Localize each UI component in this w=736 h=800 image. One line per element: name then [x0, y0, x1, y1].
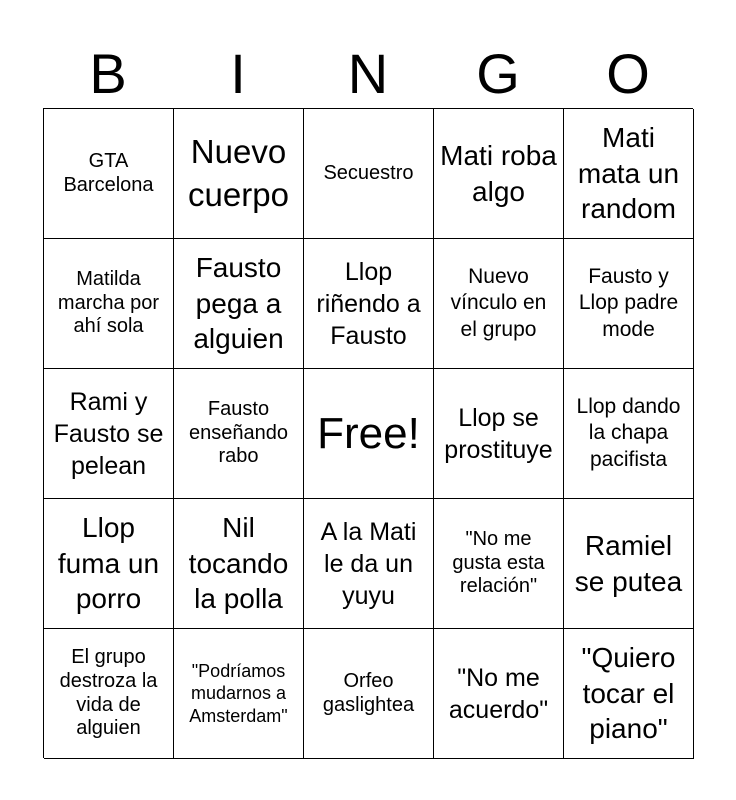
- bingo-cell[interactable]: [304, 109, 434, 239]
- bingo-cell[interactable]: [174, 239, 304, 369]
- bingo-cell[interactable]: [174, 629, 304, 759]
- header-letter-b: B: [89, 42, 127, 105]
- bingo-card-grid: [43, 108, 693, 758]
- bingo-cell[interactable]: [44, 629, 174, 759]
- bingo-cell[interactable]: [564, 239, 694, 369]
- bingo-cell[interactable]: [564, 499, 694, 629]
- bingo-header: [43, 40, 693, 108]
- bingo-cell[interactable]: [564, 369, 694, 499]
- cell-text: Mati roba algo: [440, 139, 557, 207]
- cell-text: GTA Barcelona: [63, 149, 154, 196]
- cell-text: Mati mata un random: [577, 121, 680, 225]
- cell-text: "No me gusta esta relación": [452, 528, 545, 598]
- cell-text: Llop se prostituye: [444, 403, 553, 464]
- free-space-text: Free!: [317, 408, 420, 458]
- cell-text: Rami y Fausto se pelean: [53, 387, 164, 480]
- bingo-cell[interactable]: [174, 499, 304, 629]
- bingo-cell[interactable]: [434, 629, 564, 759]
- cell-text: Nil tocando la polla: [188, 511, 289, 615]
- header-letter-o: O: [606, 42, 650, 105]
- bingo-cell[interactable]: [304, 499, 434, 629]
- bingo-cell[interactable]: [174, 369, 304, 499]
- cell-text: Ramiel se putea: [574, 529, 683, 597]
- bingo-cell[interactable]: [44, 109, 174, 239]
- cell-text: Nuevo vínculo en el grupo: [450, 264, 547, 341]
- bingo-cell[interactable]: [564, 629, 694, 759]
- cell-text: Nuevo cuerpo: [188, 132, 289, 213]
- bingo-cell[interactable]: [44, 239, 174, 369]
- bingo-cell[interactable]: [44, 369, 174, 499]
- cell-text: Fausto y Llop padre mode: [578, 264, 679, 341]
- cell-text: Secuestro: [323, 161, 414, 184]
- bingo-cell[interactable]: [434, 109, 564, 239]
- free-space-cell[interactable]: [304, 369, 434, 499]
- header-letter-g: G: [476, 42, 520, 105]
- cell-text: Fausto pega a alguien: [193, 251, 284, 355]
- bingo-cell[interactable]: [434, 499, 564, 629]
- bingo-cell[interactable]: [434, 369, 564, 499]
- cell-text: Fausto enseñando rabo: [189, 398, 288, 468]
- cell-text: A la Mati le da un yuyu: [320, 517, 417, 610]
- cell-text: Matilda marcha por ahí sola: [57, 268, 160, 338]
- bingo-cell[interactable]: [174, 109, 304, 239]
- bingo-cell[interactable]: [304, 629, 434, 759]
- cell-text: Llop fuma un porro: [57, 511, 160, 615]
- cell-text: Orfeo gaslightea: [322, 669, 415, 716]
- cell-text: "No me acuerdo": [448, 663, 549, 724]
- header-letter-i: I: [230, 42, 246, 105]
- cell-text: Llop riñendo a Fausto: [316, 257, 421, 350]
- bingo-cell[interactable]: [44, 499, 174, 629]
- bingo-cell[interactable]: [564, 109, 694, 239]
- bingo-cell[interactable]: [434, 239, 564, 369]
- bingo-cell[interactable]: [304, 239, 434, 369]
- cell-text: Llop dando la chapa pacifista: [576, 394, 681, 471]
- cell-text: "Podríamos mudarnos a Amsterdam": [189, 660, 288, 726]
- cell-text: "Quiero tocar el piano": [581, 641, 676, 745]
- cell-text: El grupo destroza la vida de alguien: [59, 646, 158, 740]
- header-letter-n: N: [347, 42, 389, 105]
